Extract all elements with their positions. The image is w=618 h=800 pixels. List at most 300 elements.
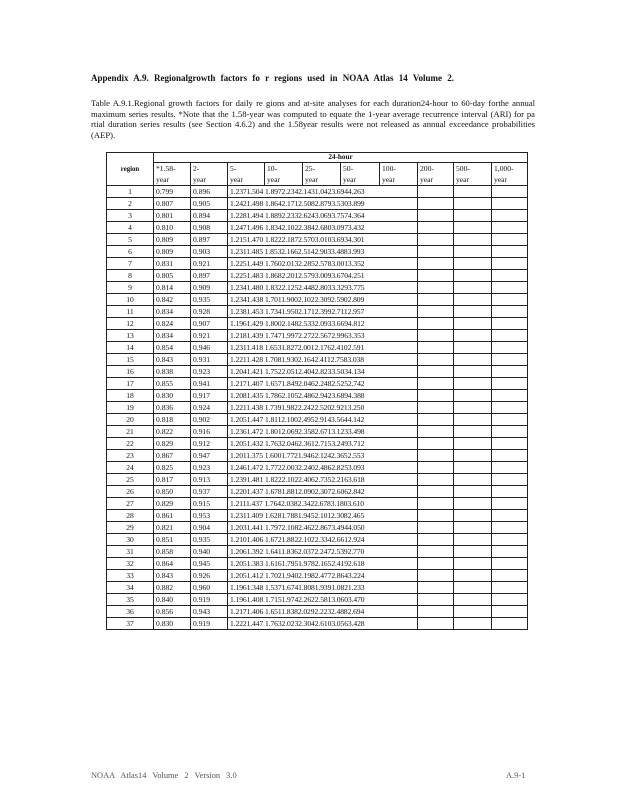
empty-cell — [492, 474, 528, 486]
table-row — [107, 402, 528, 414]
column-header-top: 100- — [382, 164, 396, 173]
column-header-bottom: year — [456, 175, 470, 184]
empty-cell — [418, 414, 454, 426]
empty-cell — [418, 402, 454, 414]
value-cell-2yr: 0.947 — [191, 450, 228, 462]
empty-cell — [418, 270, 454, 282]
table-row — [107, 546, 528, 558]
table-row — [107, 318, 528, 330]
column-header-top: 5- — [230, 164, 237, 173]
table-row — [107, 330, 528, 342]
empty-cell — [492, 246, 528, 258]
empty-cell — [492, 186, 528, 198]
value-cell-2yr: 0.953 — [191, 510, 228, 522]
value-cell-1-58yr: 0.799 — [154, 186, 191, 198]
column-header — [154, 163, 191, 186]
value-cell-1-58yr: 0.821 — [154, 522, 191, 534]
column-header — [228, 163, 265, 186]
value-cell-1-58yr: 0.834 — [154, 306, 191, 318]
empty-cell — [454, 570, 492, 582]
value-cells-5yr-to-100yr: 1.2311.485 1.8532.1662.5142.9033.4883.993 — [228, 246, 418, 258]
column-header — [265, 163, 303, 186]
value-cell-1-58yr: 0.834 — [154, 330, 191, 342]
column-header — [454, 163, 492, 186]
region-cell: 23 — [107, 450, 154, 462]
value-cell-1-58yr: 0.805 — [154, 270, 191, 282]
table-row — [107, 354, 528, 366]
value-cell-1-58yr: 0.814 — [154, 282, 191, 294]
value-cells-5yr-to-100yr: 1.2051.447 1.8112.1002.4952.9143.5644.142 — [228, 414, 418, 426]
value-cells-5yr-to-100yr: 1.2341.438 1.7011.9002.1022.3092.5902.809 — [228, 294, 418, 306]
empty-cell — [418, 390, 454, 402]
empty-cell — [492, 294, 528, 306]
table-row — [107, 198, 528, 210]
region-cell: 7 — [107, 258, 154, 270]
column-header-top: 25- — [305, 164, 316, 173]
empty-cell — [418, 210, 454, 222]
region-cell: 1 — [107, 186, 154, 198]
value-cells-5yr-to-100yr: 1.2251.449 1.7602.0132.2852.5783.0013.352 — [228, 258, 418, 270]
table-row — [107, 594, 528, 606]
empty-cell — [492, 210, 528, 222]
value-cell-2yr: 0.904 — [191, 522, 228, 534]
empty-cell — [418, 498, 454, 510]
value-cells-5yr-to-100yr: 1.2051.383 1.6161.7951.9782.1652.4192.618 — [228, 558, 418, 570]
empty-cell — [418, 318, 454, 330]
empty-cell — [454, 486, 492, 498]
empty-cell — [454, 282, 492, 294]
region-cell: 8 — [107, 270, 154, 282]
empty-cell — [418, 258, 454, 270]
value-cells-5yr-to-100yr: 1.2201.437 1.6781.8812.0902.3072.6062.842 — [228, 486, 418, 498]
empty-cell — [492, 606, 528, 618]
value-cells-5yr-to-100yr: 1.1961.348 1.5371.6741.8081.9391.0821.233 — [228, 582, 418, 594]
value-cell-1-58yr: 0.842 — [154, 294, 191, 306]
value-cell-2yr: 0.924 — [191, 402, 228, 414]
value-cell-2yr: 0.931 — [191, 354, 228, 366]
value-cell-1-58yr: 0.855 — [154, 378, 191, 390]
column-header-bottom: year — [267, 175, 281, 184]
value-cell-1-58yr: 0.838 — [154, 366, 191, 378]
value-cells-5yr-to-100yr: 1.2381.453 1.7341.9502.1712.3992.7112.957 — [228, 306, 418, 318]
empty-cell — [418, 546, 454, 558]
empty-cell — [454, 534, 492, 546]
column-header-row — [107, 163, 528, 186]
value-cells-5yr-to-100yr: 1.2011.375 1.6001.7721.9462.1242.3652.553 — [228, 450, 418, 462]
table-row — [107, 306, 528, 318]
empty-cell — [418, 438, 454, 450]
empty-cell — [418, 486, 454, 498]
empty-cell — [492, 366, 528, 378]
value-cell-1-58yr: 0.822 — [154, 426, 191, 438]
value-cells-5yr-to-100yr: 1.2031.441 1.7972.1082.4622.8673.4944.050 — [228, 522, 418, 534]
empty-cell — [492, 402, 528, 414]
empty-cell — [454, 210, 492, 222]
value-cells-5yr-to-100yr: 1.2311.409 1.6281.7881.9452.1012.3082.465 — [228, 510, 418, 522]
empty-cell — [454, 270, 492, 282]
value-cell-1-58yr: 0.829 — [154, 498, 191, 510]
empty-cell — [454, 426, 492, 438]
region-cell: 2 — [107, 198, 154, 210]
value-cells-5yr-to-100yr: 1.2051.412 1.7021.9402.1982.4772.8643.224 — [228, 570, 418, 582]
empty-cell — [418, 354, 454, 366]
empty-cell — [454, 378, 492, 390]
empty-cell — [492, 234, 528, 246]
empty-cell — [454, 318, 492, 330]
value-cell-1-58yr: 0.825 — [154, 462, 191, 474]
region-cell: 14 — [107, 342, 154, 354]
empty-cell — [492, 378, 528, 390]
column-header-top: 200- — [420, 164, 434, 173]
value-cell-1-58yr: 0.807 — [154, 198, 191, 210]
empty-cell — [492, 258, 528, 270]
empty-cell — [454, 246, 492, 258]
region-cell: 31 — [107, 546, 154, 558]
column-header — [191, 163, 228, 186]
value-cells-5yr-to-100yr: 1.2171.406 1.6511.8382.0292.2232.4882.694 — [228, 606, 418, 618]
empty-cell — [418, 222, 454, 234]
value-cell-1-58yr: 0.830 — [154, 390, 191, 402]
empty-cell — [492, 414, 528, 426]
table-row — [107, 270, 528, 282]
region-cell: 36 — [107, 606, 154, 618]
empty-cell — [454, 234, 492, 246]
region-cell: 27 — [107, 498, 154, 510]
table-row — [107, 570, 528, 582]
empty-cell — [454, 402, 492, 414]
value-cell-2yr: 0.913 — [191, 474, 228, 486]
region-cell: 26 — [107, 486, 154, 498]
region-cell: 20 — [107, 414, 154, 426]
region-cell: 19 — [107, 402, 154, 414]
value-cell-2yr: 0.907 — [191, 318, 228, 330]
footer-page-number: A.9-1 — [506, 771, 526, 780]
empty-cell — [454, 294, 492, 306]
empty-cell — [454, 606, 492, 618]
empty-cell — [492, 342, 528, 354]
region-cell: 15 — [107, 354, 154, 366]
value-cell-1-58yr: 0.824 — [154, 318, 191, 330]
value-cell-2yr: 0.897 — [191, 234, 228, 246]
empty-cell — [492, 354, 528, 366]
empty-cell — [492, 486, 528, 498]
empty-cell — [492, 198, 528, 210]
empty-cell — [418, 450, 454, 462]
value-cell-2yr: 0.921 — [191, 330, 228, 342]
table-row — [107, 438, 528, 450]
value-cell-2yr: 0.912 — [191, 438, 228, 450]
value-cell-1-58yr: 0.809 — [154, 246, 191, 258]
empty-cell — [418, 510, 454, 522]
region-cell: 4 — [107, 222, 154, 234]
appendix-heading: Appendix A.9. Regionalgrowth factors fo r regions used in NOAA Atlas 14 Volume 2. — [91, 73, 455, 83]
value-cells-5yr-to-100yr: 1.2461.472 1.7722.0032.2402.4862.8253.093 — [228, 462, 418, 474]
empty-cell — [454, 354, 492, 366]
value-cell-2yr: 0.946 — [191, 342, 228, 354]
table-row — [107, 342, 528, 354]
column-header — [380, 163, 418, 186]
empty-cell — [418, 186, 454, 198]
value-cell-2yr: 0.902 — [191, 414, 228, 426]
empty-cell — [492, 618, 528, 630]
region-cell: 22 — [107, 438, 154, 450]
value-cells-5yr-to-100yr: 1.2341.480 1.8322.1252.4482.8033.3293.775 — [228, 282, 418, 294]
empty-cell — [418, 366, 454, 378]
empty-cell — [492, 450, 528, 462]
value-cells-5yr-to-100yr: 1.2281.494 1.8892.2332.6243.0693.7574.364 — [228, 210, 418, 222]
empty-cell — [492, 318, 528, 330]
region-cell: 13 — [107, 330, 154, 342]
empty-cell — [454, 390, 492, 402]
value-cell-1-58yr: 0.840 — [154, 594, 191, 606]
empty-cell — [454, 546, 492, 558]
value-cell-1-58yr: 0.851 — [154, 534, 191, 546]
empty-cell — [418, 522, 454, 534]
empty-cell — [492, 522, 528, 534]
table-row — [107, 390, 528, 402]
empty-cell — [454, 306, 492, 318]
empty-cell — [454, 186, 492, 198]
region-cell: 28 — [107, 510, 154, 522]
table-row — [107, 210, 528, 222]
column-header — [303, 163, 341, 186]
table-row — [107, 582, 528, 594]
table-row — [107, 474, 528, 486]
empty-cell — [492, 546, 528, 558]
empty-cell — [454, 618, 492, 630]
growth-factors-table — [106, 152, 528, 630]
value-cell-1-58yr: 0.831 — [154, 258, 191, 270]
value-cell-2yr: 0.935 — [191, 534, 228, 546]
column-header-top: 1,000- — [494, 164, 514, 173]
value-cells-5yr-to-100yr: 1.1961.429 1.8002.1482.5332.0933.6694.812 — [228, 318, 418, 330]
value-cell-2yr: 0.894 — [191, 210, 228, 222]
table-row — [107, 450, 528, 462]
value-cell-1-58yr: 0.810 — [154, 222, 191, 234]
region-cell: 18 — [107, 390, 154, 402]
value-cell-2yr: 0.945 — [191, 558, 228, 570]
value-cell-1-58yr: 0.817 — [154, 474, 191, 486]
empty-cell — [418, 582, 454, 594]
value-cell-1-58yr: 0.829 — [154, 438, 191, 450]
value-cell-2yr: 0.923 — [191, 462, 228, 474]
empty-cell — [418, 558, 454, 570]
empty-cell — [418, 246, 454, 258]
region-cell: 32 — [107, 558, 154, 570]
value-cell-2yr: 0.919 — [191, 594, 228, 606]
value-cell-2yr: 0.916 — [191, 426, 228, 438]
table-row — [107, 258, 528, 270]
region-cell: 5 — [107, 234, 154, 246]
value-cells-5yr-to-100yr: 1.2221.447 1.7632.0232.3042.6103.0563.428 — [228, 618, 418, 630]
empty-cell — [454, 510, 492, 522]
region-cell: 9 — [107, 282, 154, 294]
column-header-top: 2- — [193, 164, 200, 173]
empty-cell — [454, 414, 492, 426]
table-row — [107, 186, 528, 198]
value-cells-5yr-to-100yr: 1.2081.435 1.7862.1052.4862.9423.6894.388 — [228, 390, 418, 402]
region-cell: 25 — [107, 474, 154, 486]
region-cell: 37 — [107, 618, 154, 630]
empty-cell — [418, 618, 454, 630]
value-cell-1-58yr: 0.854 — [154, 342, 191, 354]
empty-cell — [454, 222, 492, 234]
empty-cell — [454, 258, 492, 270]
value-cells-5yr-to-100yr: 1.2471.496 1.8342.1022.3842.6803.0973.432 — [228, 222, 418, 234]
table-row — [107, 378, 528, 390]
value-cells-5yr-to-100yr: 1.2051.432 1.7632.0462.3612.7153.2493.712 — [228, 438, 418, 450]
empty-cell — [492, 498, 528, 510]
region-cell: 3 — [107, 210, 154, 222]
duration-group-header: 24-hour — [154, 153, 528, 163]
table-row — [107, 486, 528, 498]
region-cell: 17 — [107, 378, 154, 390]
empty-cell — [454, 594, 492, 606]
value-cell-2yr: 0.921 — [191, 258, 228, 270]
value-cell-2yr: 0.903 — [191, 246, 228, 258]
column-header-top: 50- — [343, 164, 354, 173]
empty-cell — [454, 474, 492, 486]
value-cells-5yr-to-100yr: 1.2151.470 1.8222.1872.5703.0103.6934.301 — [228, 234, 418, 246]
value-cell-2yr: 0.909 — [191, 282, 228, 294]
region-column-header: region — [107, 153, 154, 186]
value-cell-2yr: 0.915 — [191, 498, 228, 510]
value-cell-1-58yr: 0.882 — [154, 582, 191, 594]
empty-cell — [418, 426, 454, 438]
value-cells-5yr-to-100yr: 1.2391.481 1.8222.1022.4062.7352.2163.618 — [228, 474, 418, 486]
table-row — [107, 234, 528, 246]
value-cells-5yr-to-100yr: 1.2251.483 1.8682.2012.5793.0093.6704.251 — [228, 270, 418, 282]
region-cell: 33 — [107, 570, 154, 582]
value-cells-5yr-to-100yr: 1.2111.437 1.7642.0382.3422.6783.1803.610 — [228, 498, 418, 510]
value-cell-2yr: 0.919 — [191, 618, 228, 630]
value-cell-1-58yr: 0.858 — [154, 546, 191, 558]
value-cells-5yr-to-100yr: 1.2371.504 1.8972.2342.1431.0423.6944.263 — [228, 186, 418, 198]
column-header-top: 500- — [456, 164, 470, 173]
empty-cell — [454, 366, 492, 378]
table-row — [107, 606, 528, 618]
empty-cell — [418, 198, 454, 210]
value-cell-2yr: 0.941 — [191, 378, 228, 390]
empty-cell — [492, 570, 528, 582]
value-cell-2yr: 0.905 — [191, 198, 228, 210]
region-cell: 34 — [107, 582, 154, 594]
value-cells-5yr-to-100yr: 1.2211.428 1.7081.9302.1642.4112.7583.038 — [228, 354, 418, 366]
value-cells-5yr-to-100yr: 1.2181.439 1.7471.9972.2722.5672.9963.353 — [228, 330, 418, 342]
value-cell-1-58yr: 0.864 — [154, 558, 191, 570]
empty-cell — [454, 438, 492, 450]
empty-cell — [418, 342, 454, 354]
value-cell-2yr: 0.935 — [191, 294, 228, 306]
region-cell: 30 — [107, 534, 154, 546]
empty-cell — [454, 342, 492, 354]
column-header-bottom: year — [382, 175, 396, 184]
empty-cell — [492, 330, 528, 342]
footer-source: NOAA Atlas14 Volume 2 Version 3.0 — [91, 771, 237, 780]
value-cells-5yr-to-100yr: 1.2311.418 1.6531.8272.0012.1762.4102.591 — [228, 342, 418, 354]
table-row — [107, 534, 528, 546]
empty-cell — [454, 558, 492, 570]
empty-cell — [418, 594, 454, 606]
table-row — [107, 522, 528, 534]
value-cell-1-58yr: 0.843 — [154, 354, 191, 366]
table-row — [107, 510, 528, 522]
empty-cell — [418, 606, 454, 618]
region-cell: 21 — [107, 426, 154, 438]
value-cell-2yr: 0.928 — [191, 306, 228, 318]
empty-cell — [418, 306, 454, 318]
column-header-bottom: year — [156, 175, 170, 184]
value-cell-1-58yr: 0.861 — [154, 510, 191, 522]
value-cells-5yr-to-100yr: 1.2061.392 1.6411.8362.0372.2472.5392.770 — [228, 546, 418, 558]
table-row — [107, 618, 528, 630]
column-header-bottom: year — [193, 175, 207, 184]
value-cell-1-58yr: 0.843 — [154, 570, 191, 582]
empty-cell — [492, 270, 528, 282]
value-cell-1-58yr: 0.867 — [154, 450, 191, 462]
empty-cell — [454, 450, 492, 462]
table-caption: Table A.9.1.Regional growth factors for daily re gions and at-site analyses for each duration24-hour to 60-day forthe annual maximum series results. *Note that the 1.58-year was computed to equate the 1-year average recurrence interval (ARI) for pa rtial duration series results (see Section 4.6.2) and the 1.58year results were not released as annual exceedance probabilities (AEP). — [91, 98, 535, 140]
column-header-bottom: year — [343, 175, 357, 184]
column-header-bottom: year — [494, 175, 508, 184]
region-cell: 11 — [107, 306, 154, 318]
value-cell-1-58yr: 0.856 — [154, 606, 191, 618]
empty-cell — [492, 306, 528, 318]
empty-cell — [492, 426, 528, 438]
value-cells-5yr-to-100yr: 1.2421.498 1.8642.1712.5082.8793.5303.899 — [228, 198, 418, 210]
value-cell-2yr: 0.897 — [191, 270, 228, 282]
empty-cell — [492, 282, 528, 294]
value-cell-2yr: 0.896 — [191, 186, 228, 198]
table-row — [107, 414, 528, 426]
empty-cell — [418, 234, 454, 246]
empty-cell — [454, 198, 492, 210]
region-cell: 12 — [107, 318, 154, 330]
region-cell: 35 — [107, 594, 154, 606]
table-row — [107, 246, 528, 258]
table-row — [107, 294, 528, 306]
region-cell: 24 — [107, 462, 154, 474]
empty-cell — [454, 582, 492, 594]
column-header-bottom: year — [230, 175, 244, 184]
table-row — [107, 366, 528, 378]
table-row — [107, 462, 528, 474]
empty-cell — [492, 594, 528, 606]
value-cell-1-58yr: 0.850 — [154, 486, 191, 498]
empty-cell — [454, 522, 492, 534]
value-cell-2yr: 0.917 — [191, 390, 228, 402]
table-row — [107, 426, 528, 438]
value-cells-5yr-to-100yr: 1.2171.407 1.6571.8492.0462.2482.5252.742 — [228, 378, 418, 390]
empty-cell — [418, 282, 454, 294]
value-cells-5yr-to-100yr: 1.2211.438 1.7391.9822.2422.5202.9213.250 — [228, 402, 418, 414]
region-cell: 16 — [107, 366, 154, 378]
column-header — [418, 163, 454, 186]
empty-cell — [418, 330, 454, 342]
value-cell-1-58yr: 0.801 — [154, 210, 191, 222]
value-cell-2yr: 0.937 — [191, 486, 228, 498]
empty-cell — [418, 534, 454, 546]
region-cell: 29 — [107, 522, 154, 534]
value-cell-2yr: 0.943 — [191, 606, 228, 618]
empty-cell — [492, 222, 528, 234]
column-header — [341, 163, 380, 186]
column-header-bottom: year — [305, 175, 319, 184]
table-body — [107, 186, 528, 630]
table-row — [107, 558, 528, 570]
empty-cell — [454, 462, 492, 474]
value-cell-2yr: 0.908 — [191, 222, 228, 234]
